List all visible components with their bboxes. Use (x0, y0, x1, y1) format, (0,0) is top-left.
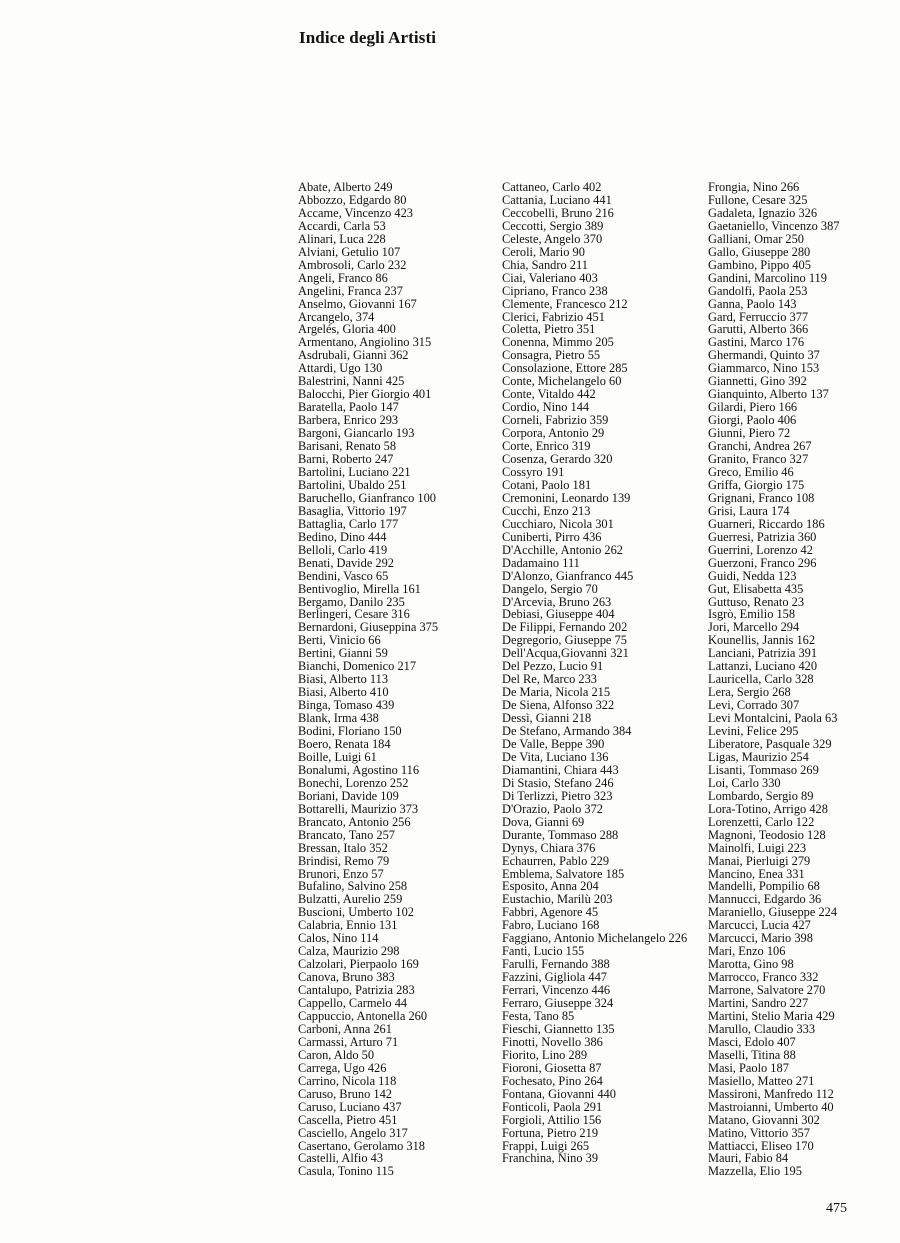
index-entry: Bufalino, Salvino 258 (298, 879, 408, 894)
index-entry: Marcucci, Mario 398 (708, 931, 813, 946)
index-entry: Coletta, Pietro 351 (502, 322, 596, 337)
index-entry: Casula, Tonino 115 (298, 1164, 394, 1179)
index-entry: Gilardi, Piero 166 (708, 400, 798, 415)
index-entry: Franchina, Nino 39 (502, 1151, 599, 1166)
index-entry: Del Pezzo, Lucio 91 (502, 659, 604, 674)
index-entry: Brunori, Enzo 57 (298, 866, 384, 881)
index-entry: Bonechi, Lorenzo 252 (298, 775, 409, 790)
index-entry: Lombardo, Sergio 89 (708, 788, 814, 803)
index-entry: Chia, Sandro 211 (502, 257, 588, 272)
index-entry: Fullone, Cesare 325 (708, 192, 808, 207)
index-entry: Mari, Enzo 106 (708, 944, 786, 959)
index-entry: Alviani, Getulio 107 (298, 244, 401, 259)
index-entry: Mazzella, Elio 195 (708, 1164, 802, 1179)
index-entry: Frongia, Nino 266 (708, 180, 800, 194)
index-entry: Brancato, Tano 257 (298, 827, 395, 842)
index-entry: Mastroianni, Umberto 40 (708, 1099, 834, 1114)
index-entry: Gut, Elisabetta 435 (708, 581, 804, 596)
index-entry: Accame, Vincenzo 423 (298, 205, 413, 220)
index-entry: Carrega, Ugo 426 (298, 1060, 387, 1075)
index-entry: Accardi, Carla 53 (298, 218, 386, 233)
index-entry: Di Terlizzi, Pietro 323 (502, 788, 613, 803)
index-entry: Guerrini, Lorenzo 42 (708, 542, 813, 557)
index-entry: Mainolfi, Luigi 223 (708, 840, 807, 855)
index-entry: Anselmo, Giovanni 167 (298, 296, 417, 311)
index-entry: Consolazione, Ettore 285 (502, 361, 628, 376)
index-entry: Esposito, Anna 204 (502, 879, 599, 894)
index-entry: Jori, Marcello 294 (708, 620, 800, 635)
index-entry: Cattania, Luciano 441 (502, 192, 612, 207)
page-title: Indice degli Artisti (299, 28, 437, 47)
index-entry: Boriani, Davide 109 (298, 788, 399, 803)
index-entry: Ferraro, Giuseppe 324 (502, 996, 614, 1011)
index-entry: Griffa, Giorgio 175 (708, 477, 805, 492)
index-entry: Marrone, Salvatore 270 (708, 983, 826, 998)
index-entry: Matino, Vittorio 357 (708, 1125, 810, 1140)
index-entry: Dell'Acqua,Giovanni 321 (502, 646, 629, 661)
index-entry: Cappuccio, Antonella 260 (298, 1009, 428, 1023)
index-entry: Cappello, Carmelo 44 (298, 996, 408, 1011)
index-entry: Giunni, Piero 72 (708, 426, 791, 441)
index-entry: Mauri, Fabio 84 (708, 1151, 789, 1166)
index-entry: Calzolari, Pierpaolo 169 (298, 957, 419, 972)
index-entry: Cucchi, Enzo 213 (502, 503, 591, 518)
index-entry: Ganna, Paolo 143 (708, 296, 797, 311)
index-entry: Corneli, Fabrizio 359 (502, 413, 609, 428)
index-entry: Masci, Edolo 407 (708, 1034, 796, 1049)
index-entry: Carboni, Anna 261 (298, 1021, 392, 1036)
index-entry: Bargoni, Giancarlo 193 (298, 426, 415, 441)
index-column-2 (502, 181, 702, 1165)
index-entry: Armentano, Angiolino 315 (298, 335, 432, 350)
index-entry: Fabro, Luciano 168 (502, 918, 600, 933)
index-entry: Conenna, Mimmo 205 (502, 335, 614, 350)
index-entry: Forgioli, Attilio 156 (502, 1112, 602, 1127)
index-entry: De Vita, Luciano 136 (502, 749, 609, 764)
index-entry: De Stefano, Armando 384 (502, 724, 632, 739)
index-entry: Canova, Bruno 383 (298, 970, 395, 985)
index-entry: Boille, Luigi 61 (298, 749, 377, 764)
index-entry: Caruso, Luciano 437 (298, 1099, 402, 1114)
index-entry: Greco, Emilio 46 (708, 464, 794, 479)
index-entry: Celeste, Angelo 370 (502, 231, 603, 246)
index-entry: Giorgi, Paolo 406 (708, 413, 797, 428)
index-entry: Conte, Michelangelo 60 (502, 374, 622, 389)
index-entry: Matano, Giovanni 302 (708, 1112, 820, 1127)
index-entry: Cotani, Paolo 181 (502, 477, 592, 492)
index-entry: Bernardoni, Giuseppina 375 (298, 620, 439, 635)
index-entry: Biasi, Alberto 113 (298, 672, 389, 687)
index-entry: Ambrosoli, Carlo 232 (298, 257, 407, 272)
index-entry: Masi, Paolo 187 (708, 1060, 789, 1075)
index-entry: Dova, Gianni 69 (502, 814, 585, 829)
index-entry: Cossyro 191 (502, 464, 565, 479)
index-entry: Fontana, Giovanni 440 (502, 1086, 616, 1101)
index-entry: Bendini, Vasco 65 (298, 568, 389, 583)
index-entry: Balocchi, Pier Giorgio 401 (298, 387, 432, 402)
index-entry: Lisanti, Tommaso 269 (708, 762, 819, 777)
index-entry: Kounellis, Jannis 162 (708, 633, 816, 648)
index-entry: Abbozzo, Edgardo 80 (298, 192, 407, 207)
index-entry: Grisi, Laura 174 (708, 503, 790, 518)
index-entry: Angelini, Franca 237 (298, 283, 403, 298)
index-entry: Balestrini, Nanni 425 (298, 374, 405, 389)
index-entry: Galliani, Omar 250 (708, 231, 805, 246)
index-entry: Bonalumi, Agostino 116 (298, 762, 420, 777)
index-entry: Baratella, Paolo 147 (298, 400, 399, 415)
index-entry: Alinari, Luca 228 (298, 231, 386, 246)
index-entry: Bedino, Dino 444 (298, 529, 387, 544)
index-entry: Boero, Renata 184 (298, 736, 391, 751)
index-entry: Cascella, Pietro 451 (298, 1112, 398, 1127)
index-entry: Calabria, Ennio 131 (298, 918, 398, 933)
index-entry: Garutti, Alberto 366 (708, 322, 809, 337)
index-entry: Gastini, Marco 176 (708, 335, 805, 350)
index-entry: Granito, Franco 327 (708, 452, 809, 467)
index-entry: Corte, Enrico 319 (502, 439, 591, 454)
index-entry: Benati, Davide 292 (298, 555, 395, 570)
index-entry: Fiorito, Lino 289 (502, 1047, 588, 1062)
index-entry: Emblema, Salvatore 185 (502, 866, 625, 881)
index-entry: Cordio, Nino 144 (502, 400, 590, 415)
index-entry: Caruso, Bruno 142 (298, 1086, 392, 1101)
index-entry: Cremonini, Leonardo 139 (502, 490, 631, 505)
index-entry: Gard, Ferruccio 377 (708, 309, 809, 324)
index-entry: Fanti, Lucio 155 (502, 944, 585, 959)
index-entry: Festa, Tano 85 (502, 1009, 575, 1023)
index-entry: Gandolfi, Paola 253 (708, 283, 808, 298)
index-entry: Maselli, Titina 88 (708, 1047, 796, 1062)
index-entry: Lattanzi, Luciano 420 (708, 659, 818, 674)
index-entry: Baruchello, Gianfranco 100 (298, 490, 436, 505)
index-entry: De Filippi, Fernando 202 (502, 620, 628, 635)
index-entry: Ciai, Valeriano 403 (502, 270, 598, 285)
index-entry: Marcucci, Lucia 427 (708, 918, 811, 933)
index-entry: Faggiano, Antonio Michelangelo 226 (502, 931, 688, 946)
index-entry: Frappi, Luigi 265 (502, 1138, 590, 1153)
index-entry: Dynys, Chiara 376 (502, 840, 596, 855)
index-entry: Cuniberti, Pirro 436 (502, 529, 602, 544)
index-entry: Arcangelo, 374 (298, 309, 375, 324)
index-entry: Maraniello, Giuseppe 224 (708, 905, 838, 920)
index-entry: Levi Montalcini, Paola 63 (708, 711, 838, 726)
index-entry: Bergamo, Danilo 235 (298, 594, 405, 609)
index-entry: Levini, Felice 295 (708, 724, 799, 739)
index-entry: Casciello, Angelo 317 (298, 1125, 408, 1140)
index-entry: Fioroni, Giosetta 87 (502, 1060, 602, 1075)
index-entry: Fochesato, Pino 264 (502, 1073, 603, 1088)
index-entry: Durante, Tommaso 288 (502, 827, 619, 842)
index-entry: Clerici, Fabrizio 451 (502, 309, 605, 324)
index-entry: Bertini, Gianni 59 (298, 646, 388, 661)
index-entry: Giannetti, Gino 392 (708, 374, 807, 389)
index-entry: Fazzini, Gigliola 447 (502, 970, 607, 985)
index-entry: Ligas, Maurizio 254 (708, 749, 809, 764)
index-entry: Ceroli, Mario 90 (502, 244, 585, 259)
index-entry: Ghermandi, Quinto 37 (708, 348, 820, 363)
index-entry: Gaetaniello, Vincenzo 387 (708, 218, 840, 233)
index-entry: Bartolini, Ubaldo 251 (298, 477, 407, 492)
index-entry: Masiello, Matteo 271 (708, 1073, 815, 1088)
index-entry: Asdrubali, Gianni 362 (298, 348, 409, 363)
index-entry: Carrino, Nicola 118 (298, 1073, 397, 1088)
index-entry: Liberatore, Pasquale 329 (708, 736, 832, 751)
index-entry: Ferrari, Vincenzo 446 (502, 983, 611, 998)
index-entry: D'Orazio, Paolo 372 (502, 801, 603, 816)
index-entry: Fieschi, Giannetto 135 (502, 1021, 615, 1036)
index-entry: Martini, Sandro 227 (708, 996, 809, 1011)
index-entry: Binga, Tomaso 439 (298, 698, 395, 713)
index-entry: Corpora, Antonio 29 (502, 426, 605, 441)
index-entry: Isgrò, Emilio 158 (708, 607, 796, 622)
index-entry: Calos, Nino 114 (298, 931, 379, 946)
index-entry: Gianquinto, Alberto 137 (708, 387, 829, 402)
index-entry: De Maria, Nicola 215 (502, 685, 611, 700)
index-entry: Calza, Maurizio 298 (298, 944, 400, 959)
index-entry: Biasi, Alberto 410 (298, 685, 389, 700)
index-entry: De Siena, Alfonso 322 (502, 698, 615, 713)
index-column-3 (708, 181, 900, 1178)
index-entry: Marotta, Gino 98 (708, 957, 794, 972)
index-entry: Guttuso, Renato 23 (708, 594, 805, 609)
index-entry: Cantalupo, Patrizia 283 (298, 983, 415, 998)
index-entry: Marullo, Claudio 333 (708, 1021, 816, 1036)
index-entry: Gadaleta, Ignazio 326 (708, 205, 818, 220)
index-entry: Bentivoglio, Mirella 161 (298, 581, 421, 596)
index-entry: Berlingeri, Cesare 316 (298, 607, 410, 622)
index-entry: D'Acchille, Antonio 262 (502, 542, 623, 557)
index-entry: Degregorio, Giuseppe 75 (502, 633, 627, 648)
index-entry: Eustachio, Marilù 203 (502, 892, 613, 907)
index-entry: Marrocco, Franco 332 (708, 970, 819, 985)
index-entry: Bulzatti, Aurelio 259 (298, 892, 403, 907)
index-entry: Lorenzetti, Carlo 122 (708, 814, 815, 829)
index-entry: Bartolini, Luciano 221 (298, 464, 411, 479)
index-entry: Magnoni, Teodosio 128 (708, 827, 826, 842)
index-entry: Angeli, Franco 86 (298, 270, 388, 285)
page-number: 475 (826, 1201, 847, 1216)
index-entry: D'Alonzo, Gianfranco 445 (502, 568, 634, 583)
index-entry: Diamantini, Chiara 443 (502, 762, 619, 777)
index-entry: Battaglia, Carlo 177 (298, 516, 399, 531)
index-entry: Fabbri, Agenore 45 (502, 905, 599, 920)
index-entry: Guidi, Nedda 123 (708, 568, 797, 583)
index-entry: Levi, Corrado 307 (708, 698, 800, 713)
index-entry: Bodini, Floriano 150 (298, 724, 402, 739)
index-entry: Caron, Aldo 50 (298, 1047, 375, 1062)
index-entry: Finotti, Novello 386 (502, 1034, 603, 1049)
index-entry: Dessì, Gianni 218 (502, 711, 592, 726)
index-entry: Dadamaino 111 (502, 555, 580, 570)
index-entry: Manai, Pierluigi 279 (708, 853, 811, 868)
index-entry: Consagra, Pietro 55 (502, 348, 601, 363)
index-entry: Martini, Stelio Maria 429 (708, 1009, 835, 1023)
index-entry: Mancino, Enea 331 (708, 866, 805, 881)
index-entry: Loi, Carlo 330 (708, 775, 781, 790)
index-entry: Echaurren, Pablo 229 (502, 853, 610, 868)
index-entry: Giammarco, Nino 153 (708, 361, 820, 376)
index-entry: Castelli, Alfio 43 (298, 1151, 384, 1166)
index-entry: Debiasi, Giuseppe 404 (502, 607, 615, 622)
index-entry: Del Re, Marco 233 (502, 672, 597, 687)
index-entry: Cucchiaro, Nicola 301 (502, 516, 614, 531)
index-entry: Guerresi, Patrizia 360 (708, 529, 817, 544)
index-entry: Mandelli, Pompilio 68 (708, 879, 820, 894)
index-entry: Fortuna, Pietro 219 (502, 1125, 599, 1140)
index-entry: Farulli, Fernando 388 (502, 957, 610, 972)
index-entry: Ceccotti, Sergio 389 (502, 218, 604, 233)
index-entry: Belloli, Carlo 419 (298, 542, 388, 557)
index-entry: Grignani, Franco 108 (708, 490, 815, 505)
index-entry: Basaglia, Vittorio 197 (298, 503, 407, 518)
index-entry: Lora-Totino, Arrigo 428 (708, 801, 828, 816)
index-entry: Casertano, Gerolamo 318 (298, 1138, 425, 1153)
index-entry: Bottarelli, Maurizio 373 (298, 801, 419, 816)
index-entry: Mannucci, Edgardo 36 (708, 892, 822, 907)
index-entry: Abate, Alberto 249 (298, 180, 393, 194)
index-entry: Mattiacci, Eliseo 170 (708, 1138, 814, 1153)
index-entry: Cosenza, Gerardo 320 (502, 452, 613, 467)
index-entry: Gallo, Giuseppe 280 (708, 244, 811, 259)
index-entry: Brancato, Antonio 256 (298, 814, 411, 829)
index-entry: Barni, Roberto 247 (298, 452, 394, 467)
index-entry: Brindisi, Remo 79 (298, 853, 390, 868)
index-entry: Guarneri, Riccardo 186 (708, 516, 825, 531)
index-entry: D'Arcevia, Bruno 263 (502, 594, 612, 609)
index-entry: Lera, Sergio 268 (708, 685, 791, 700)
index-entry: Conte, Vitaldo 442 (502, 387, 596, 402)
index-entry: Gambino, Pippo 405 (708, 257, 811, 272)
index-entry: Buscioni, Umberto 102 (298, 905, 414, 920)
index-entry: Cipriano, Franco 238 (502, 283, 608, 298)
index-entry: Argelés, Gloria 400 (298, 322, 396, 337)
index-entry: Carmassi, Arturo 71 (298, 1034, 399, 1049)
index-entry: Bressan, Italo 352 (298, 840, 388, 855)
index-entry: Attardi, Ugo 130 (298, 361, 383, 376)
index-entry: Guerzoni, Franco 296 (708, 555, 817, 570)
index-entry: Blank, Irma 438 (298, 711, 379, 726)
index-entry: Barbera, Enrico 293 (298, 413, 399, 428)
index-entry: Lanciani, Patrizia 391 (708, 646, 818, 661)
index-entry: Massironi, Manfredo 112 (708, 1086, 834, 1101)
index-entry: Di Stasio, Stefano 246 (502, 775, 614, 790)
index-entry: Clemente, Francesco 212 (502, 296, 628, 311)
index-entry: Berti, Vinicio 66 (298, 633, 381, 648)
index-entry: Gandini, Marcolino 119 (708, 270, 827, 285)
index-entry: Granchi, Andrea 267 (708, 439, 812, 454)
index-entry: Fonticoli, Paola 291 (502, 1099, 603, 1114)
index-column-1 (298, 181, 498, 1178)
index-entry: Bianchi, Domenico 217 (298, 659, 417, 674)
index-entry: Lauricella, Carlo 328 (708, 672, 814, 687)
index-entry: Barisani, Renato 58 (298, 439, 397, 454)
index-entry: Cattaneo, Carlo 402 (502, 180, 602, 194)
index-entry: Ceccobelli, Bruno 216 (502, 205, 614, 220)
index-entry: Dangelo, Sergio 70 (502, 581, 598, 596)
index-entry: De Valle, Beppe 390 (502, 736, 605, 751)
